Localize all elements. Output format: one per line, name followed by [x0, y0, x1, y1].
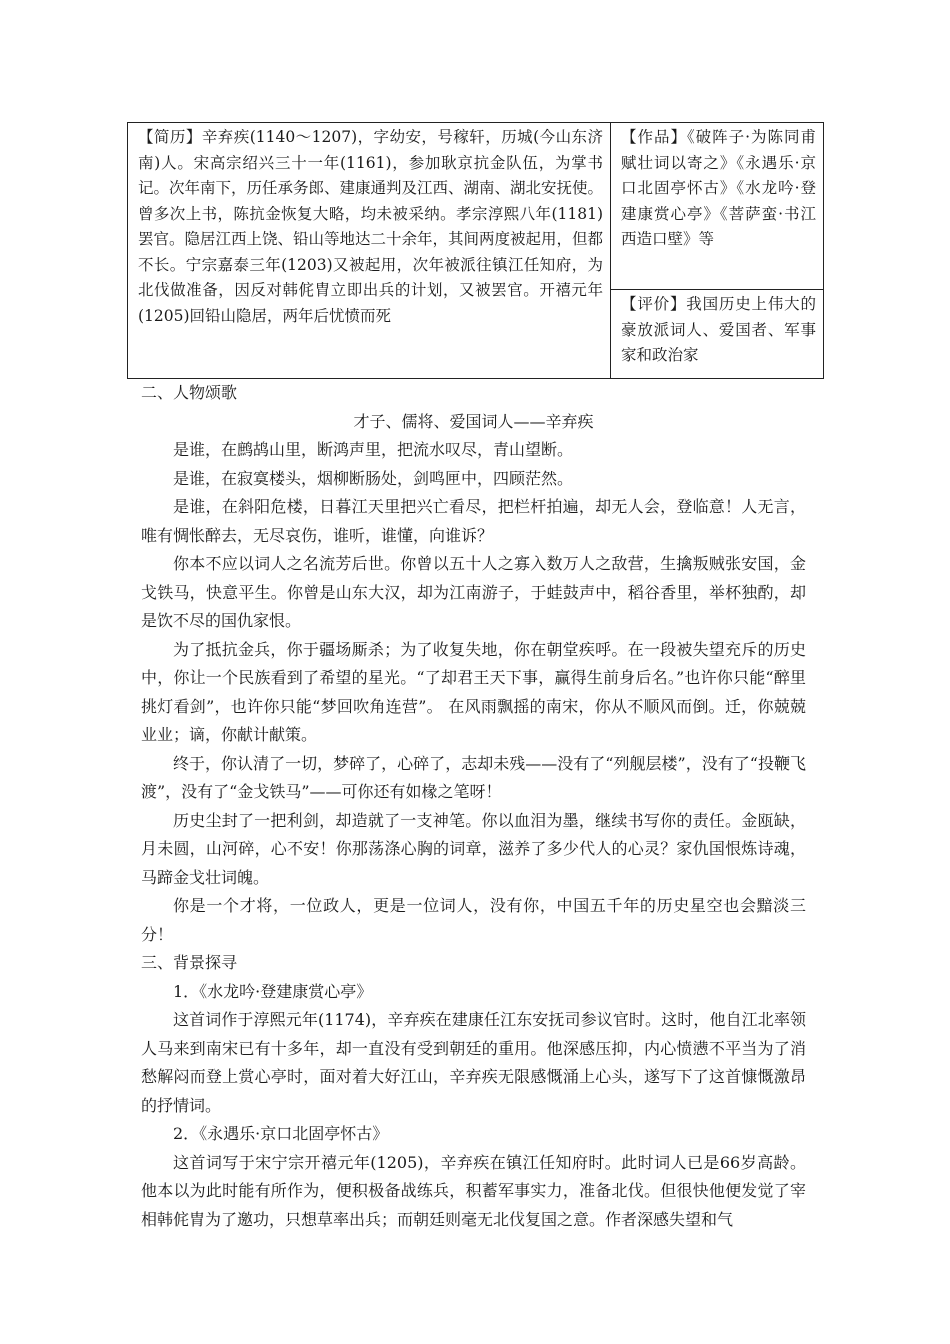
paragraph: 这首词写于宋宁宗开禧元年(1205)，辛弃疾在镇江任知府时。此时词人已是66岁高龄。他本以为此时能有所作为，便积极备战练兵，积蓄军事实力，准备北伐。但很快他便发觉了宰相韩侂胄为了邀功，只想草率出兵；而朝廷则毫无北伐复国之意。作者深感失望和气: [141, 1152, 806, 1229]
biography-label: 【简历】: [138, 128, 202, 146]
ode-title: 才子、儒将、爱国词人——辛弃疾: [353, 411, 594, 431]
poet-profile-table: [127, 122, 824, 379]
background-item-title: 1．《水龙吟·登建康赏心亭》: [173, 981, 373, 1001]
works-cell: [611, 123, 824, 290]
section-heading: 二、人物颂歌: [141, 383, 238, 402]
paragraph: 终于，你认清了一切，梦碎了，心碎了，志却未残——没有了“列舰层楼”，没有了“投鞭飞渡”，没有了“金戈铁马”——可你还有如椽之笔呀！: [141, 753, 806, 801]
evaluation-cell: [611, 290, 824, 379]
paragraph: 你是一个才将，一位政人，更是一位词人，没有你，中国五千年的历史星空也会黯淡三分！: [141, 896, 806, 944]
paragraph: 你本不应以词人之名流芳后世。你曾以五十人之寡入数万人之敌营，生擒叛贼张安国，金戈铁马，快意平生。你曾是山东大汉，却为江南游子，于蛙鼓声中，稻谷香里，举杯独酌，却是饮不尽的国仇家恨。: [141, 554, 806, 630]
paragraph: 是谁，在斜阳危楼，日暮江天里把兴亡看尽，把栏杆拍遍，却无人会，登临意！人无言，唯有惆怅醉去，无尽哀伤，谁听，谁懂，向谁诉？: [141, 497, 806, 545]
paragraph: 历史尘封了一把利剑，却造就了一支神笔。你以血泪为墨，继续书写你的责任。金瓯缺，月未圆，山河碎，心不安！你那荡涤心胸的词章，滋养了多少代人的心灵？家仇国恨炼诗魂，马蹄金戈壮词魄。: [141, 810, 806, 887]
paragraph: 是谁，在鹧鸪山里，断鸿声里，把流水叹尽，青山望断。: [173, 440, 574, 459]
paragraph: 是谁，在寂寞楼头，烟柳断肠处，剑鸣匣中，四顾茫然。: [173, 468, 574, 488]
background-item-title: 2．《永遇乐·京口北固亭怀古》: [173, 1124, 389, 1143]
section-heading: 三、背景探寻: [141, 953, 238, 972]
main-text: [141, 379, 806, 1234]
evaluation-text: 我国历史上伟大的豪放派词人、爱国者、军事家和政治家: [621, 295, 816, 365]
biography-text: 辛弃疾(1140～1207)，字幼安，号稼轩，历城(今山东济南)人。宋高宗绍兴三十一年(1161)，参加耿京抗金队伍，为掌书记。次年南下，历任承务郎、建康通判及江西、湖南、湖北安抚使。曾多次上书，陈抗金恢复大略，均未被采纳。孝宗淳熙八年(1181)罢官。隐居江西上饶、铅山等地达二十余年，其间两度被起用，但都不长。宁宗嘉泰三年(1203)又被起用，次年被派往镇江任知府，为北伐做准备，因反对韩侂胄立即出兵的计划，又被罢官。开禧元年(1205)回铅山隐居，两年后忧愤而死: [138, 128, 604, 325]
paragraph: 这首词作于淳熙元年(1174)，辛弃疾在建康任江东安抚司参议官时。这时，他自江北率领人马来到南宋已有十多年，却一直没有受到朝廷的重用。他深感压抑，内心愤懑不平当为了消愁解闷而登上赏心亭时，面对着大好江山，辛弃疾无限感慨涌上心头，遂写下了这首慷慨激昂的抒情词。: [141, 1010, 806, 1115]
paragraph: 为了抵抗金兵，你于疆场厮杀；为了收复失地，你在朝堂疾呼。在一段被失望充斥的历史中，你让一个民族看到了希望的星光。“了却君王天下事，赢得生前身后名。”也许你只能“醉里挑灯看剑”，也许你只能“梦回吹角连营”。 在风雨飘摇的南宋，你从不顺风而倒。迁，你兢兢业业；谪，你献计献策。: [141, 639, 806, 744]
works-text: 《破阵子·为陈同甫赋壮词以寄之》《永遇乐·京口北固亭怀古》《水龙吟·登建康赏心亭》《菩萨蛮·书江西造口壁》等: [621, 128, 816, 248]
biography-cell: [128, 123, 611, 379]
evaluation-label: 【评价】: [621, 295, 687, 314]
works-label: 【作品】: [621, 128, 687, 146]
